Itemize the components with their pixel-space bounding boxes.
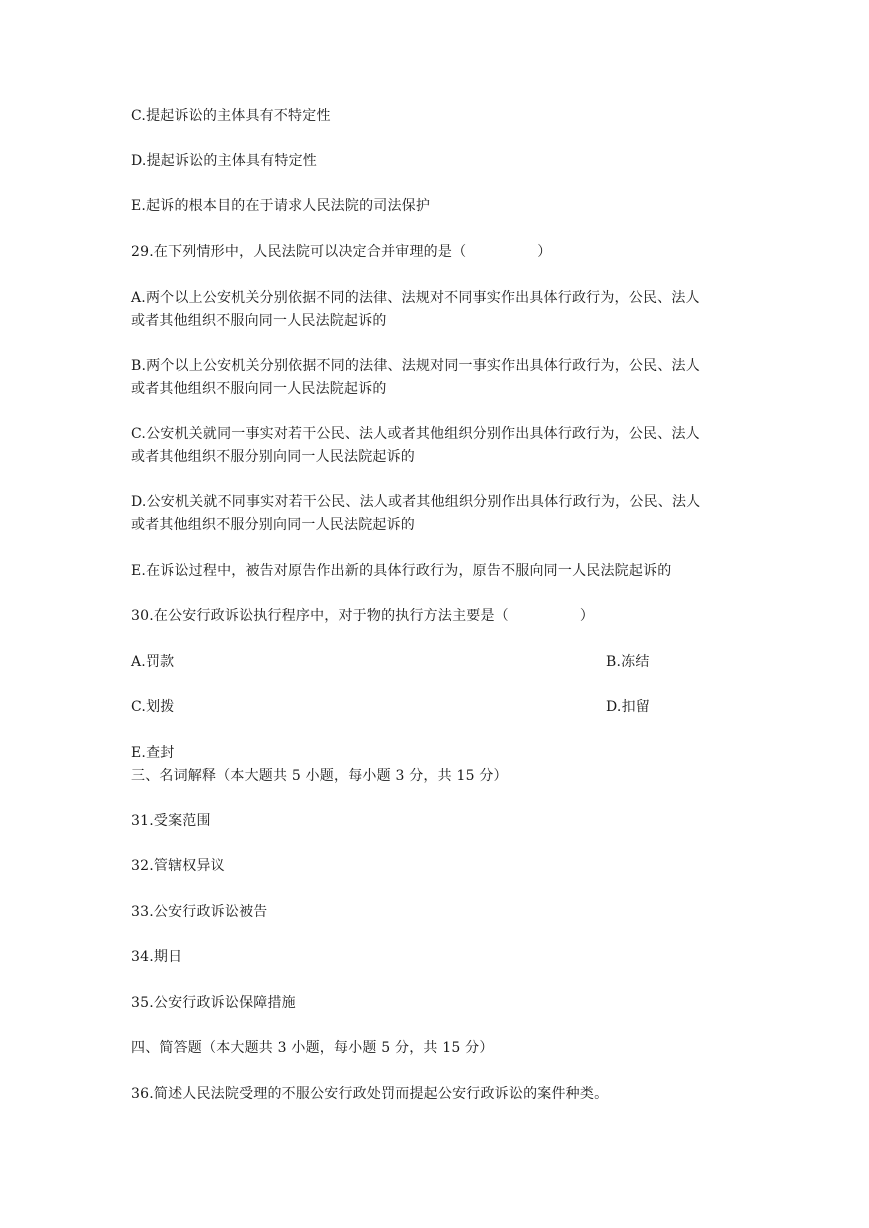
q32: 32.管辖权异议 [131,858,225,874]
q29-option-c-line1: C.公安机关就同一事实对若干公民、法人或者其他组织分别作出具体行政行为，公民、法人 [131,426,700,442]
q30-option-a: A.罚款 [131,654,175,670]
q35: 35.公安行政诉讼保障措施 [131,995,296,1011]
q29-option-a-line1: A.两个以上公安机关分别依据不同的法律、法规对不同事实作出具体行政行为，公民、法人 [131,290,700,306]
section3-heading: 三、名词解释（本大题共 5 小题，每小题 3 分，共 15 分） [131,768,508,784]
q29-option-d-line1: D.公安机关就不同事实对若干公民、法人或者其他组织分别作出具体行政行为，公民、法人 [131,494,701,510]
q30-option-e: E.查封 [131,745,175,761]
q30-option-d: D.扣留 [606,699,650,715]
q29-option-a-line2: 或者其他组织不服向同一人民法院起诉的 [131,313,387,329]
section4-heading: 四、简答题（本大题共 3 小题，每小题 5 分，共 15 分） [131,1040,494,1056]
q28-option-d: D.提起诉讼的主体具有特定性 [131,153,317,169]
q29-option-e: E.在诉讼过程中，被告对原告作出新的具体行政行为，原告不服向同一人民法院起诉的 [131,563,672,579]
q29-option-d-line2: 或者其他组织不服分别向同一人民法院起诉的 [131,517,415,533]
q29-stem: 29.在下列情形中，人民法院可以决定合并审理的是（ ） [131,244,552,260]
q29-option-c-line2: 或者其他组织不服分别向同一人民法院起诉的 [131,449,415,465]
q31: 31.受案范围 [131,813,211,829]
q28-option-c: C.提起诉讼的主体具有不特定性 [131,108,331,124]
q29-option-b-line1: B.两个以上公安机关分别依据不同的法律、法规对同一事实作出具体行政行为，公民、法人 [131,358,700,374]
q30-stem: 30.在公安行政诉讼执行程序中，对于物的执行方法主要是（ ） [131,608,595,624]
q30-option-b: B.冻结 [606,654,650,670]
q29-option-b-line2: 或者其他组织不服向同一人民法院起诉的 [131,381,387,397]
q33: 33.公安行政诉讼被告 [131,904,268,920]
q30-option-c: C.划拨 [131,699,175,715]
q28-option-e: E.起诉的根本目的在于请求人民法院的司法保护 [131,198,431,214]
q36: 36.简述人民法院受理的不服公安行政处罚而提起公安行政诉讼的案件种类。 [131,1086,609,1102]
q34: 34.期日 [131,949,183,965]
